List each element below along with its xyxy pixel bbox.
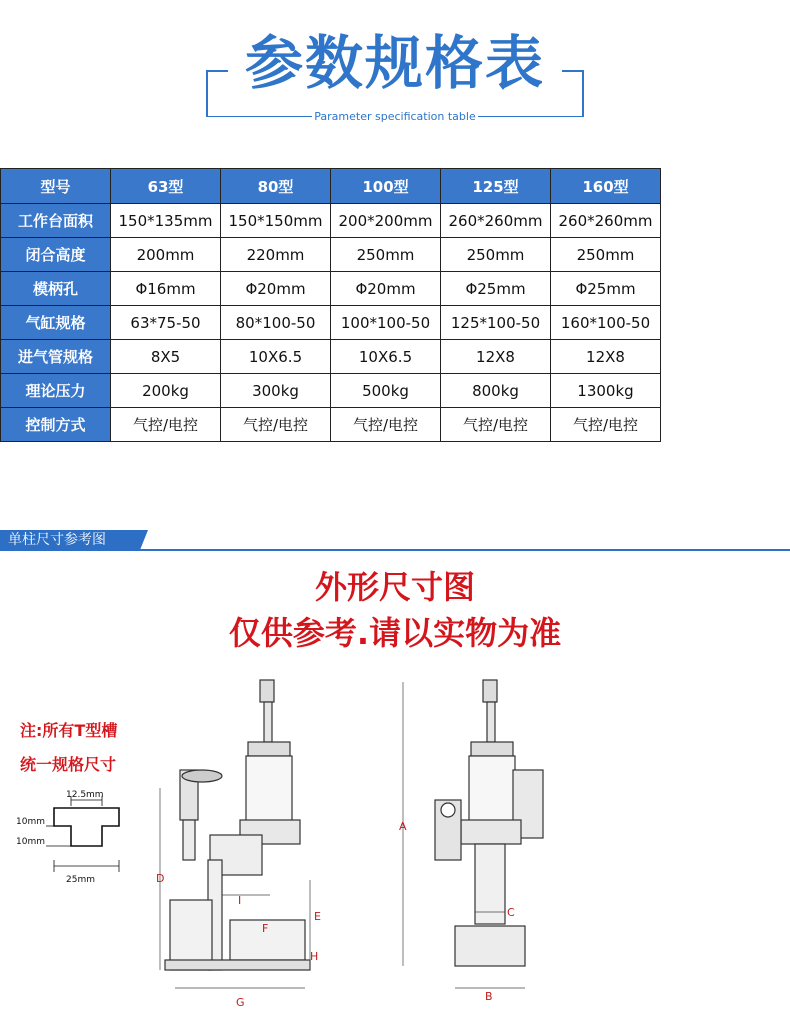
spec-cell: 250mm <box>551 238 661 272</box>
spec-cell: 气控/电控 <box>111 408 221 442</box>
spec-cell: Φ20mm <box>221 272 331 306</box>
spec-cell: 250mm <box>441 238 551 272</box>
machine-front-view <box>395 670 565 1010</box>
dim-label-b: B <box>485 990 493 1003</box>
spec-row <box>1 238 661 272</box>
spec-row <box>1 340 661 374</box>
tslot-dim-left1: 10mm <box>16 817 45 827</box>
spec-cell: 250mm <box>331 238 441 272</box>
tslot-dim-top: 12.5mm <box>66 790 104 800</box>
spec-row-label: 工作台面积 <box>1 204 111 238</box>
spec-cell: 气控/电控 <box>551 408 661 442</box>
spec-header-cell: 100型 <box>331 169 441 204</box>
spec-cell: 220mm <box>221 238 331 272</box>
spec-row <box>1 272 661 306</box>
dim-label-i: I <box>238 894 242 907</box>
section-tag: 单柱尺寸参考图 <box>0 530 140 550</box>
spec-cell: Φ16mm <box>111 272 221 306</box>
spec-cell: 125*100-50 <box>441 306 551 340</box>
spec-cell: 10X6.5 <box>221 340 331 374</box>
spec-cell: 300kg <box>221 374 331 408</box>
title-frame-left-top <box>206 70 228 72</box>
dim-label-a: A <box>399 820 407 833</box>
spec-cell: 8X5 <box>111 340 221 374</box>
spec-cell: 100*100-50 <box>331 306 441 340</box>
tslot-note-line2: 统一规格尺寸 <box>20 755 117 774</box>
spec-header-cell: 160型 <box>551 169 661 204</box>
tslot-diagram <box>14 788 144 888</box>
spec-row-label: 模柄孔 <box>1 272 111 306</box>
spec-cell: 500kg <box>331 374 441 408</box>
spec-cell: 150*135mm <box>111 204 221 238</box>
spec-row-label: 进气管规格 <box>1 340 111 374</box>
machine-side-view <box>150 670 400 1010</box>
dim-label-g: G <box>236 996 245 1009</box>
tslot-note-line1: 注:所有T型槽 <box>20 721 118 740</box>
spec-row-label: 气缸规格 <box>1 306 111 340</box>
tslot-dim-bottom: 25mm <box>66 875 95 885</box>
spec-cell: 1300kg <box>551 374 661 408</box>
spec-row <box>1 408 661 442</box>
spec-cell: 气控/电控 <box>441 408 551 442</box>
dim-label-h: H <box>310 950 319 963</box>
spec-cell: 气控/电控 <box>221 408 331 442</box>
dim-label-c: C <box>507 906 515 919</box>
spec-cell: Φ20mm <box>331 272 441 306</box>
spec-cell: Φ25mm <box>551 272 661 306</box>
title-frame-right-top <box>562 70 584 72</box>
spec-header-cell: 125型 <box>441 169 551 204</box>
spec-header-cell: 型号 <box>1 169 111 204</box>
dim-label-f: F <box>262 922 269 935</box>
spec-cell: 12X8 <box>551 340 661 374</box>
spec-cell: 63*75-50 <box>111 306 221 340</box>
page-subtitle: Parameter specification table <box>314 110 476 123</box>
spec-header-cell: 63型 <box>111 169 221 204</box>
spec-cell: 200*200mm <box>331 204 441 238</box>
drawing-disclaimer: 仅供参考.请以实物为准 <box>228 614 562 652</box>
spec-row-label: 控制方式 <box>1 408 111 442</box>
spec-cell: 150*150mm <box>221 204 331 238</box>
spec-row <box>1 374 661 408</box>
spec-cell: 200kg <box>111 374 221 408</box>
spec-cell: 260*260mm <box>551 204 661 238</box>
spec-table <box>0 168 661 442</box>
section-tag-arrow <box>140 530 150 550</box>
spec-cell: 12X8 <box>441 340 551 374</box>
tslot-dim-left2: 10mm <box>16 837 45 847</box>
spec-row <box>1 204 661 238</box>
dim-label-e: E <box>314 910 321 923</box>
spec-cell: 200mm <box>111 238 221 272</box>
spec-header-row <box>1 169 661 204</box>
spec-cell: 80*100-50 <box>221 306 331 340</box>
section-divider <box>0 549 790 551</box>
spec-header-cell: 80型 <box>221 169 331 204</box>
spec-row <box>1 306 661 340</box>
drawing-title: 外形尺寸图 <box>314 568 475 606</box>
spec-cell: 160*100-50 <box>551 306 661 340</box>
spec-row-label: 闭合高度 <box>1 238 111 272</box>
spec-cell: Φ25mm <box>441 272 551 306</box>
spec-cell: 800kg <box>441 374 551 408</box>
spec-cell: 260*260mm <box>441 204 551 238</box>
page-title: 参数规格表 <box>244 29 545 97</box>
dim-label-d: D <box>156 872 165 885</box>
spec-row-label: 理论压力 <box>1 374 111 408</box>
spec-cell: 10X6.5 <box>331 340 441 374</box>
spec-cell: 气控/电控 <box>331 408 441 442</box>
